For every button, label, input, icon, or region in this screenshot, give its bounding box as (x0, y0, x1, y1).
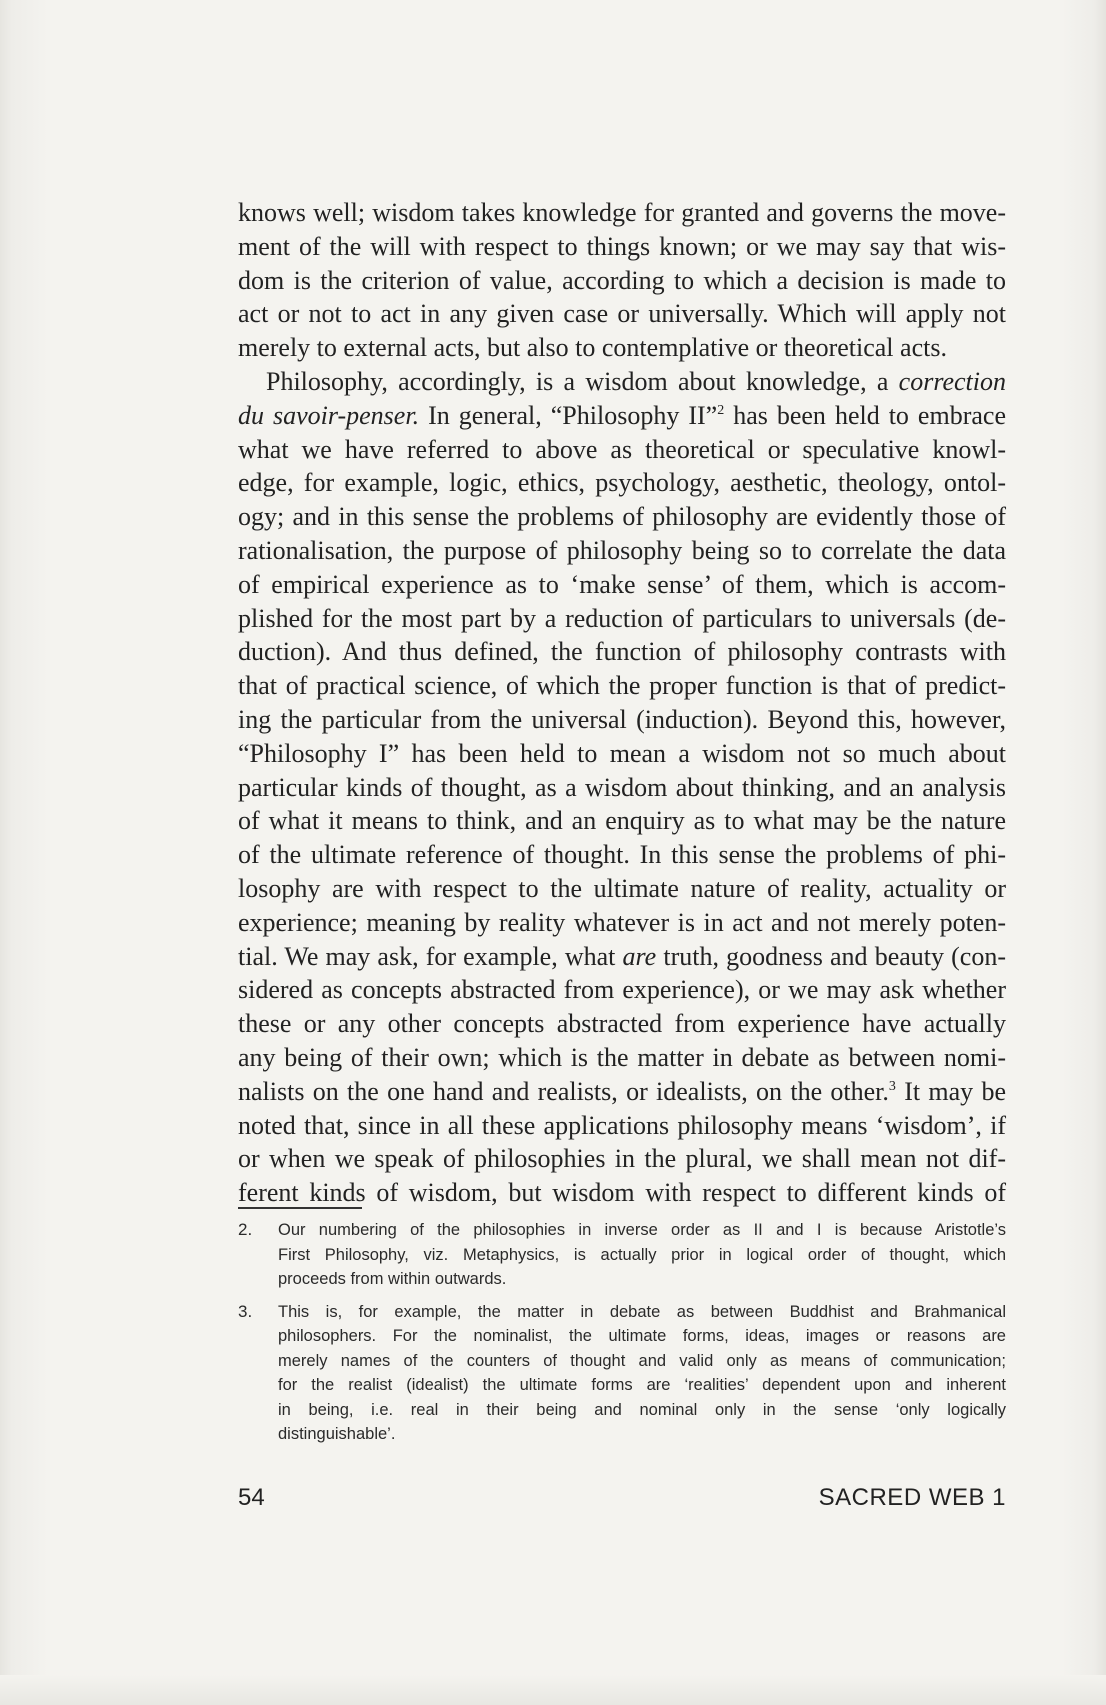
text-run: of the ultimate reference of thought. In this sense the problems of phi- (238, 840, 1006, 870)
footnote-line: philosophers. For the nominalist, the ultimate forms, ideas, images or reasons are (278, 1327, 1006, 1345)
footnote-line: First Philosophy, viz. Metaphysics, is actually prior in logical order of thought, which (278, 1245, 1006, 1264)
text-run: edge, for example, logic, ethics, psychology, aesthetic, theology, ontol- (238, 468, 1006, 498)
footnote-number: 3. (238, 1301, 253, 1321)
italic-text: du savoir-penser. (238, 400, 420, 430)
text-run: any being of their own; which is the matter in debate as between nomi- (238, 1042, 1006, 1072)
footnote-line: in being, i.e. real in their being and nominal only in the sense ‘only logically (278, 1400, 1006, 1419)
text-run: tial. We may ask, for example, what (238, 941, 623, 971)
footnote-line: Our numbering of the philosophies in inverse order as II and I is because Aristotle’s (278, 1221, 1006, 1239)
body-line (238, 602, 1006, 636)
text-run: knows well; wisdom takes knowledge for granted and governs the move- (238, 198, 1006, 227)
body-line (238, 331, 1006, 365)
text-run: noted that, since in all these applications philosophy means ‘wisdom’, if (238, 1110, 1006, 1140)
scan-shadow-right (1062, 0, 1106, 1705)
body-line (238, 973, 1006, 1007)
body-line (238, 230, 1006, 264)
text-run: duction). And thus defined, the function of philosophy contrasts with (238, 637, 1006, 667)
text-run: dom is the criterion of value, according to which a decision is made to (238, 265, 1006, 295)
scan-shadow-bottom (0, 1675, 1106, 1705)
body-line (238, 365, 1006, 399)
footnote-marker: 2 (717, 402, 725, 418)
text-run: ment of the will with respect to things known; or we may say that wis- (238, 231, 1006, 261)
text-run: what we have referred to above as theoretical or speculative knowl- (238, 434, 1006, 464)
text-run: rationalisation, the purpose of philosophy being so to correlate the data (238, 535, 1006, 565)
body-line (238, 1109, 1006, 1143)
text-run: has been held to embrace (724, 400, 1006, 430)
body-line (238, 872, 1006, 906)
body-line (238, 635, 1006, 669)
text-run: ing the particular from the universal (induction). Beyond this, however, (238, 704, 1006, 734)
text-run: that of practical science, of which the proper function is that of predict- (238, 671, 1006, 701)
text-run: “Philosophy I” has been held to mean a wisdom not so much about (238, 738, 1006, 768)
page-number: 54 (238, 1484, 265, 1511)
footnote-marker: 3 (888, 1078, 896, 1094)
text-run: losophy are with respect to the ultimate nature of reality, actuality or (238, 873, 1006, 903)
footnote (238, 1218, 1006, 1292)
body-line (238, 433, 1006, 467)
scan-shadow-left (0, 0, 48, 1705)
body-line (238, 669, 1006, 703)
footnote-number: 2. (238, 1220, 253, 1239)
body-line (238, 906, 1006, 940)
text-run: Philosophy, accordingly, is a wisdom about knowledge, a (266, 366, 899, 396)
body-line (238, 568, 1006, 602)
text-run: these or any other concepts abstracted from experience have actually (238, 1009, 1006, 1039)
footnote-line: merely names of the counters of thought and valid only as means of communication; (278, 1351, 1006, 1370)
text-run: In general, “Philosophy II” (419, 400, 718, 430)
body-line (238, 196, 1006, 230)
journal-title: SACRED WEB 1 (818, 1484, 1006, 1511)
body-line (238, 399, 1006, 433)
body-line (238, 534, 1006, 568)
body-line (238, 1075, 1006, 1109)
text-run: experience; meaning by reality whatever is in act and not merely poten- (238, 907, 1006, 937)
footnote-line: This is, for example, the matter in debate as between Buddhist and Brahmanical (278, 1302, 1006, 1321)
body-line (238, 771, 1006, 805)
footnote-line: for the realist (idealist) the ultimate forms are ‘realities’ dependent upon and inherent (278, 1376, 1006, 1394)
footnote (238, 1300, 1006, 1447)
italic-text: correction (898, 366, 1006, 396)
body-line (238, 466, 1006, 500)
text-run: of what it means to think, and an enquiry as to what may be the nature (238, 806, 1006, 836)
text-run: act or not to act in any given case or universally. Which will apply not (238, 299, 1006, 329)
text-run: plished for the most part by a reduction of particulars to universals (de- (238, 603, 1006, 633)
footnote-line: distinguishable’. (278, 1425, 396, 1443)
text-run: It may be (895, 1076, 1006, 1106)
footnote-rule (238, 1207, 362, 1209)
text-run: nalists on the one hand and realists, or idealists, on the other. (238, 1076, 889, 1106)
footnote-line: proceeds from within outwards. (278, 1270, 507, 1288)
body-text (238, 196, 1006, 1210)
italic-text: are (622, 941, 657, 971)
body-line (238, 1176, 1006, 1210)
body-line (238, 703, 1006, 737)
text-run: ogy; and in this sense the problems of philosophy are evidently those of (238, 502, 1006, 532)
text-run: or when we speak of philosophies in the plural, we shall mean not dif- (238, 1144, 1006, 1174)
text-run: ferent kinds of wisdom, but wisdom with respect to different kinds of (238, 1178, 1006, 1208)
body-line (238, 940, 1006, 974)
text-run: particular kinds of thought, as a wisdom about thinking, and an analysis (238, 772, 1006, 802)
body-line (238, 838, 1006, 872)
body-line (238, 297, 1006, 331)
body-line (238, 500, 1006, 534)
body-line (238, 264, 1006, 298)
body-line (238, 1007, 1006, 1041)
text-run: of empirical experience as to ‘make sense’ of them, which is accom- (238, 569, 1006, 599)
body-line (238, 1142, 1006, 1176)
body-line (238, 1041, 1006, 1075)
text-run: sidered as concepts abstracted from experience), or we may ask whether (238, 975, 1006, 1005)
footnotes (238, 1218, 1006, 1455)
text-run: truth, goodness and beauty (con- (656, 941, 1006, 971)
text-run: merely to external acts, but also to contemplative or theoretical acts. (238, 333, 947, 363)
body-line (238, 804, 1006, 838)
body-line (238, 737, 1006, 771)
